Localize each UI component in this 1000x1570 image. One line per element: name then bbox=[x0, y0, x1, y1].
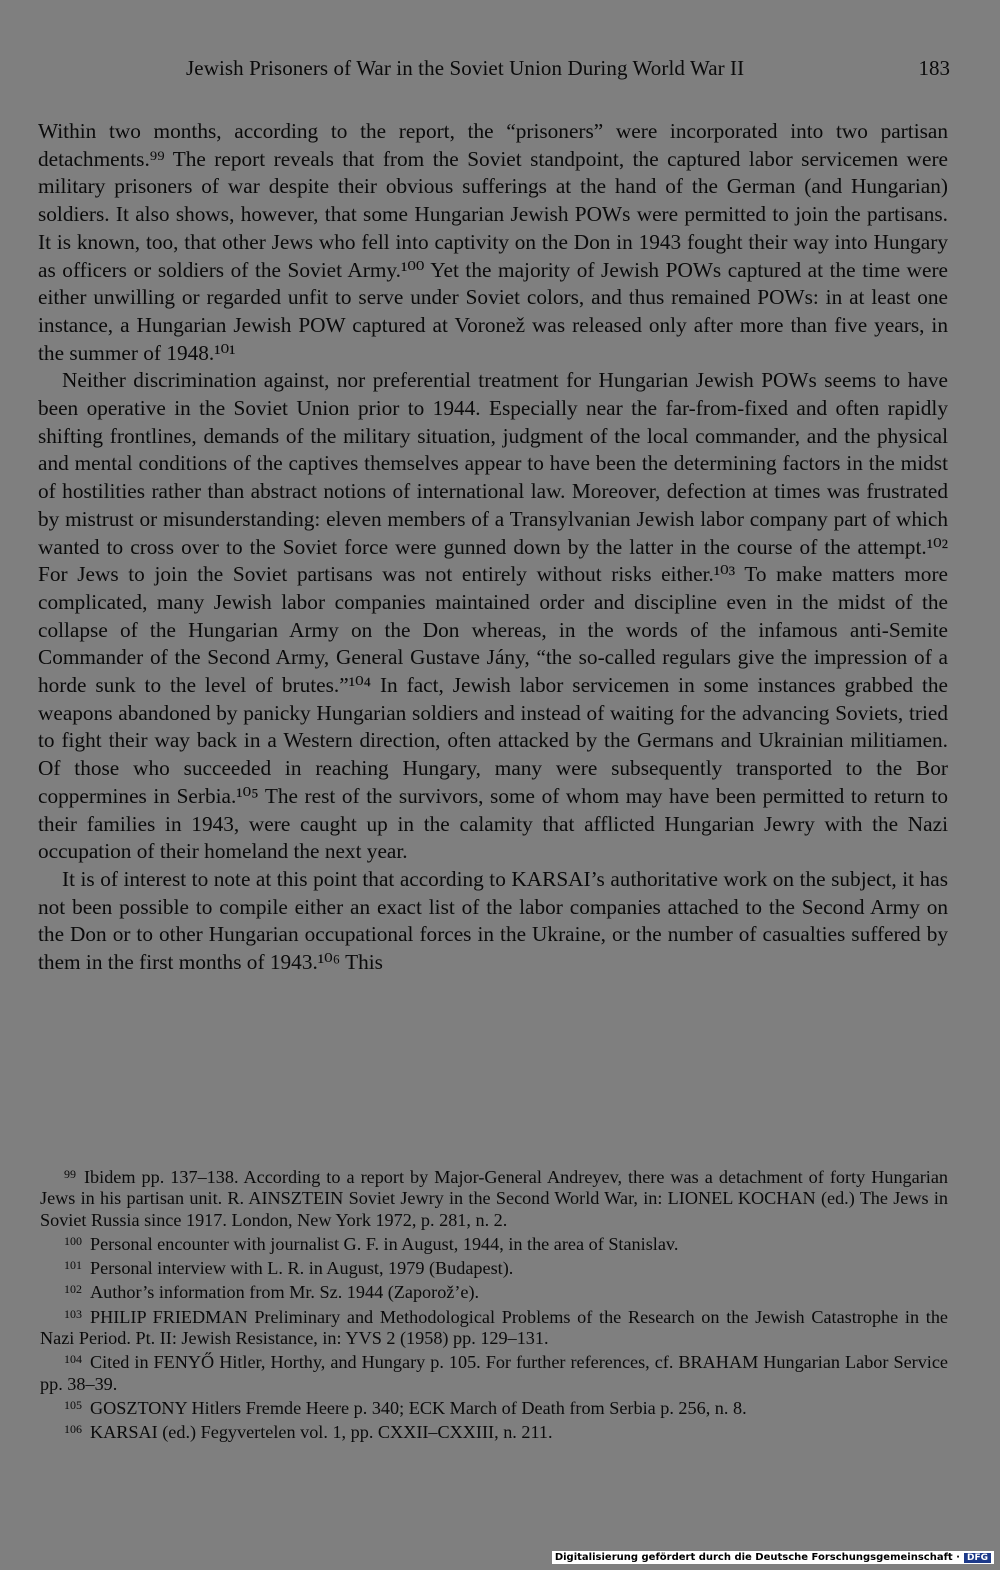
running-title: Jewish Prisoners of War in the Soviet Union During World War II bbox=[186, 56, 745, 80]
footnote-mark: 99 bbox=[64, 1167, 76, 1181]
footnote-100 bbox=[40, 1231, 948, 1255]
footnote-text: GOSZTONY Hitlers Fremde Heere p. 340; ECK March of Death from Serbia p. 256, n. 8. bbox=[90, 1397, 747, 1418]
footnote-105 bbox=[40, 1395, 948, 1419]
footnote-text: KARSAI (ed.) Fegyvertelen vol. 1, pp. CXXII–CXXIII, n. 211. bbox=[90, 1422, 553, 1443]
main-text bbox=[38, 118, 948, 977]
footnote-103 bbox=[40, 1304, 948, 1350]
running-header bbox=[36, 56, 950, 88]
footnote-102 bbox=[40, 1279, 948, 1303]
footnote-mark: 103 bbox=[64, 1306, 82, 1321]
footnote-99 bbox=[40, 1164, 948, 1231]
footnote-mark: 102 bbox=[64, 1282, 82, 1297]
footnote-text: Cited in FENYŐ Hitler, Horthy, and Hungary p. 105. For further references, cf. BRAHAM Hungarian Labor Service pp. 38–39. bbox=[40, 1352, 948, 1394]
dfg-logo-icon: DFG bbox=[964, 1553, 991, 1563]
paragraph-3: It is of interest to note at this point that according to KARSAI’s authoritative work on the subject, it has not been possible to compile either an exact list of the labor companies attached to the Second Army on the Don or to other Hungarian occupational forces in the Ukraine, or the number of casualties suffered by them in the first months of 1943.¹⁰⁶ This bbox=[38, 866, 948, 975]
footnote-mark: 105 bbox=[64, 1397, 82, 1412]
paragraph-1: Within two months, according to the report, the “prisoners” were incorporated into two partisan detachments.⁹⁹ The report reveals that from the Soviet standpoint, the captured labor servicemen were military prisoners of war despite their obvious sufferings at the hand of the German (and Hungarian) soldiers. It also shows, however, that some Hungarian Jewish POWs were permitted to join the partisans. It is known, too, that other Jews who fell into captivity on the Don in 1943 fought their way into Hungary as officers or soldiers of the Soviet Army.¹⁰⁰ Yet the majority of Jewish POWs captured at the time were either unwilling or regarded unfit to serve under Soviet colors, and thus remained POWs: in at least one instance, a Hungarian Jewish POW captured at Voronež was released only after more than five years, in the summer of 1948.¹⁰¹ bbox=[38, 119, 948, 365]
footnote-text: Personal encounter with journalist G. F. in August, 1944, in the area of Stanislav. bbox=[90, 1233, 679, 1254]
footnote-text: Author’s information from Mr. Sz. 1944 (Zaporož’e). bbox=[90, 1282, 480, 1303]
footnote-text: Personal interview with L. R. in August, 1979 (Budapest). bbox=[90, 1258, 514, 1279]
footnote-mark: 104 bbox=[64, 1352, 82, 1367]
footnote-text: Ibidem pp. 137–138. According to a report by Major-General Andreyev, there was a detachment of forty Hungarian Jews in his partisan unit. R. AINSZTEIN Soviet Jewry in the Second World War, in: LIONEL KOCHAN (ed.) The Jews in Soviet Russia since 1917. London, New York 1972, p. 281, n. 2. bbox=[40, 1167, 948, 1230]
footnotes bbox=[40, 1164, 948, 1444]
footnote-101 bbox=[40, 1255, 948, 1279]
footnote-mark: 101 bbox=[64, 1258, 82, 1273]
digitization-credit bbox=[552, 1551, 994, 1564]
footnote-mark: 106 bbox=[64, 1422, 82, 1437]
credit-text: Digitalisierung gefördert durch die Deutsche Forschungsgemeinschaft · bbox=[554, 1552, 960, 1563]
paragraph-2: Neither discrimination against, nor preferential treatment for Hungarian Jewish POWs seems to have been operative in the Soviet Union prior to 1944. Especially near the far-from-fixed and often rapidly shifting frontlines, demands of the military situation, judgment of the local commander, and the physical and mental conditions of the captives themselves appear to have been the determining factors in the midst of hostilities rather than abstract notions of international law. Moreover, defection at times was frustrated by mistrust or misunderstanding: eleven members of a Transylvanian Jewish labor company part of which wanted to cross over to the Soviet force were gunned down by the latter in the course of the attempt.¹⁰² For Jews to join the Soviet partisans was not entirely without risks either.¹⁰³ To make matters more complicated, many Jewish labor companies maintained order and discipline even in the midst of the collapse of the Hungarian Army on the Don whereas, in the words of the infamous anti-Semite Commander of the Second Army, General Gustave Jány, “the so-called regulars give the impression of a horde sunk to the level of brutes.”¹⁰⁴ In fact, Jewish labor servicemen in some instances grabbed the weapons abandoned by panicky Hungarian soldiers and instead of waiting for the advancing Soviets, tried to fight their way back in a Western direction, often attacked by the Germans and Ukrainian militiamen. Of those who succeeded in reaching Hungary, many were subsequently transported to the Bor coppermines in Serbia.¹⁰⁵ The rest of the survivors, some of whom may have been permitted to return to their families in 1943, were caught up in the calamity that afflicted Hungarian Jewry with the Nazi occupation of their homeland the next year. bbox=[38, 368, 948, 864]
page-number: 183 bbox=[918, 56, 950, 80]
footnote-104 bbox=[40, 1349, 948, 1395]
footnote-106 bbox=[40, 1419, 948, 1443]
footnote-mark: 100 bbox=[64, 1233, 82, 1248]
footnote-text: PHILIP FRIEDMAN Preliminary and Methodological Problems of the Research on the Jewish Catastrophe in the Nazi Period. Pt. II: Jewish Resistance, in: YVS 2 (1958) pp. 129–131. bbox=[40, 1306, 948, 1349]
